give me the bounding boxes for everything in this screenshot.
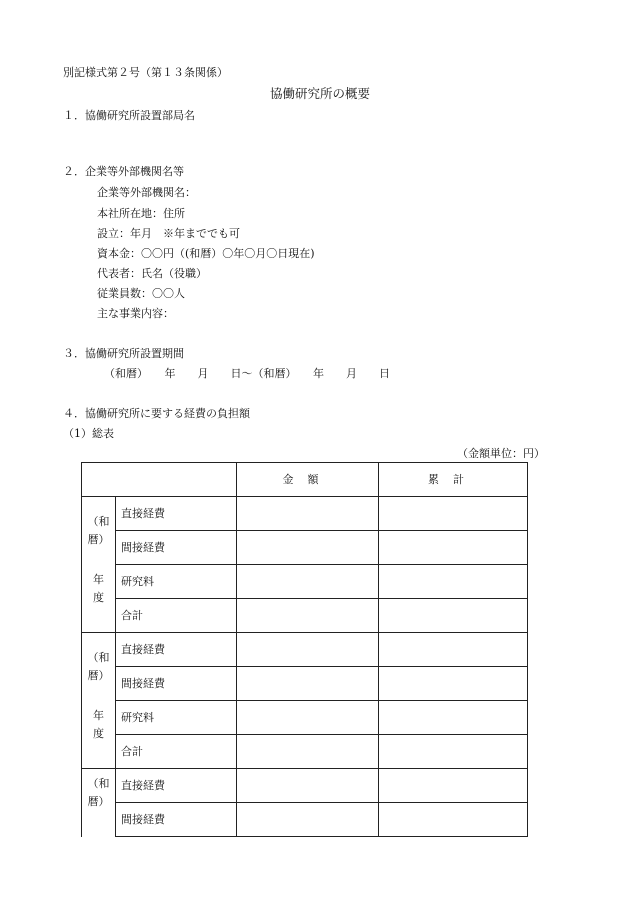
- section1-heading: １．協働研究所設置部局名: [63, 109, 195, 122]
- cumulative-cell: [379, 633, 528, 667]
- row-label: 間接経費: [116, 803, 237, 837]
- unit-note: （金額単位：円）: [457, 447, 545, 460]
- year-char: 年: [93, 573, 104, 586]
- table-row: [82, 667, 528, 701]
- table-row: [82, 803, 528, 837]
- amount-cell: [237, 497, 379, 531]
- amount-cell: [237, 599, 379, 633]
- employees-label: 従業員数：〇〇人: [97, 287, 185, 300]
- amount-cell: [237, 803, 379, 837]
- business-label: 主な事業内容：: [97, 307, 174, 320]
- row-label: 直接経費: [116, 497, 237, 531]
- fiscal-char: 度: [93, 591, 104, 604]
- sub-heading: （1）総表: [63, 427, 114, 440]
- company-name-label: 企業等外部機関名：: [97, 186, 196, 199]
- amount-cell: [237, 735, 379, 769]
- fiscal-year-cell: [82, 769, 116, 837]
- cumulative-cell: [379, 667, 528, 701]
- row-label: 研究料: [116, 701, 237, 735]
- table-row: [82, 565, 528, 599]
- amount-cell: [237, 633, 379, 667]
- table-row: [82, 633, 528, 667]
- table-row: [82, 769, 528, 803]
- row-label: 直接経費: [116, 769, 237, 803]
- era-open: （和: [87, 515, 110, 528]
- cumulative-cell: [379, 769, 528, 803]
- era-close: 暦）: [87, 795, 110, 808]
- fiscal-year-cell: [82, 633, 116, 769]
- header-blank-cell: [82, 463, 237, 497]
- table-row: [82, 531, 528, 565]
- table-row: [82, 701, 528, 735]
- era-close: 暦）: [87, 533, 110, 546]
- section2-heading: ２．企業等外部機関名等: [63, 165, 184, 178]
- representative-label: 代表者：氏名（役職）: [97, 267, 207, 280]
- era-close: 暦）: [87, 669, 110, 682]
- cumulative-cell: [379, 531, 528, 565]
- cumulative-cell: [379, 701, 528, 735]
- amount-header: 金額: [237, 463, 379, 497]
- row-label: 間接経費: [116, 667, 237, 701]
- era-open: （和: [87, 651, 110, 664]
- row-label: 研究料: [116, 565, 237, 599]
- row-label: 合計: [116, 599, 237, 633]
- fiscal-char: 度: [93, 727, 104, 740]
- cumulative-header: 累計: [379, 463, 528, 497]
- row-label: 間接経費: [116, 531, 237, 565]
- cumulative-cell: [379, 735, 528, 769]
- year-char: 年: [93, 709, 104, 722]
- page-title: 協働研究所の概要: [270, 86, 371, 101]
- cumulative-cell: [379, 565, 528, 599]
- table-row: [82, 599, 528, 633]
- cumulative-cell: [379, 803, 528, 837]
- fiscal-year-cell: [82, 497, 116, 633]
- amount-cell: [237, 667, 379, 701]
- amount-cell: [237, 531, 379, 565]
- period-line: （和暦） 年 月 日～（和暦） 年 月 日: [104, 367, 390, 380]
- table-row: [82, 497, 528, 531]
- amount-cell: [237, 565, 379, 599]
- section3-heading: ３．協働研究所設置期間: [63, 347, 184, 360]
- amount-cell: [237, 769, 379, 803]
- table-row: [82, 735, 528, 769]
- capital-label: 資本金：〇〇円（(和暦）〇年〇月〇日現在): [97, 247, 315, 260]
- row-label: 直接経費: [116, 633, 237, 667]
- headquarters-label: 本社所在地：住所: [97, 207, 185, 220]
- amount-cell: [237, 701, 379, 735]
- header-row: [82, 463, 528, 497]
- section4-heading: ４．協働研究所に要する経費の負担額: [63, 407, 250, 420]
- established-label: 設立：年月 ※年までで​も可: [97, 227, 240, 240]
- era-open: （和: [87, 777, 110, 790]
- row-label: 合計: [116, 735, 237, 769]
- form-header: 別記様式第２号（第１３条関係）: [63, 66, 228, 79]
- cumulative-cell: [379, 497, 528, 531]
- cumulative-cell: [379, 599, 528, 633]
- cost-table: [81, 462, 528, 837]
